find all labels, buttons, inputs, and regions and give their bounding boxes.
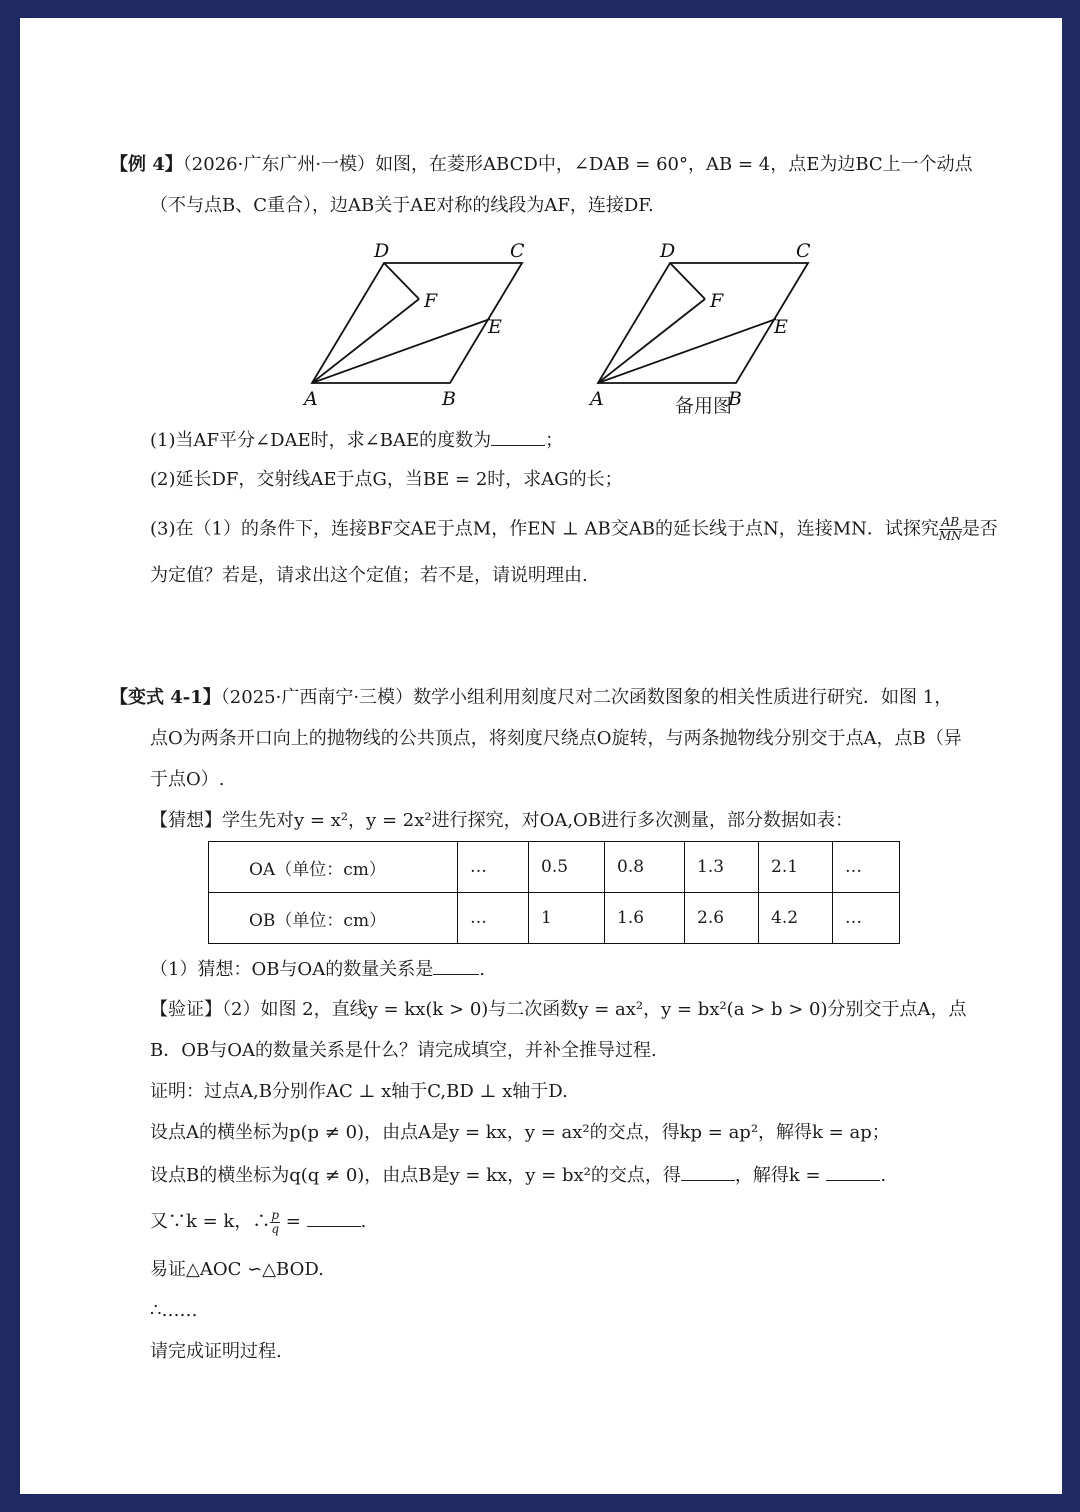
label-F: F xyxy=(424,290,438,312)
question3-tail: 是否 xyxy=(961,518,998,540)
label-B: B xyxy=(442,388,456,410)
segment-AF xyxy=(312,299,419,383)
fraction-p-q xyxy=(270,1209,280,1236)
proof-line4 xyxy=(150,1208,366,1236)
table-cell: 0.8 xyxy=(605,842,685,893)
label-F: F xyxy=(710,290,724,312)
answer-blank[interactable] xyxy=(681,1162,735,1181)
rhombus-figure-spare xyxy=(576,223,836,413)
table-cell: 2.6 xyxy=(685,893,759,944)
example4-question3-line2: 为定值？若是，请求出这个定值；若不是，请说明理由. xyxy=(150,565,588,586)
fraction-AB-MN xyxy=(939,516,962,543)
rhombus-figure-main xyxy=(290,223,550,413)
proof-line4-equals: = xyxy=(285,1211,301,1232)
table-cell: 1 xyxy=(529,893,605,944)
guess-paragraph xyxy=(150,809,853,833)
table-cell: … xyxy=(833,893,900,944)
label-A: A xyxy=(304,388,318,410)
fraction-denominator: q xyxy=(271,1221,280,1236)
verify-text: （2）如图 2，直线y = kx(k > 0)与二次函数y = ax²，y = bx²(a > b > 0)分别交于点A，点 xyxy=(222,999,967,1020)
label-D: D xyxy=(660,240,676,262)
fraction-numerator: AB xyxy=(939,516,962,530)
example4-question2: (2)延长DF，交射线AE于点G，当BE = 2时，求AG的长； xyxy=(150,469,623,490)
segment-AF xyxy=(598,299,705,383)
question3-text: (3)在（1）的条件下，连接BF交AE于点M，作EN ⊥ AB交AB的延长线于点N，连接MN．试探究 xyxy=(150,518,939,540)
table-cell: 1.3 xyxy=(685,842,759,893)
worksheet-page xyxy=(20,18,1062,1494)
example4-question3 xyxy=(150,516,998,543)
verify-paragraph xyxy=(150,998,966,1022)
variant41-tag: 【变式 4-1】 xyxy=(110,687,221,708)
proof-line3-end: . xyxy=(880,1165,887,1186)
table-cell: 1.6 xyxy=(605,893,685,944)
segment-DF xyxy=(670,263,705,299)
example4-tag: 【例 4】 xyxy=(110,154,183,175)
fraction-denominator: MN xyxy=(938,529,962,543)
proof-line4-text: 又∵k = k，∴ xyxy=(150,1211,271,1232)
proof-line5: 易证△AOC ∽△BOD. xyxy=(150,1259,324,1280)
measurement-table xyxy=(208,841,900,944)
label-D: D xyxy=(374,240,390,262)
answer-blank[interactable] xyxy=(307,1208,361,1227)
segment-AE xyxy=(312,319,490,383)
guess-tag: 【猜想】 xyxy=(150,810,222,831)
proof-line1: 证明：过点A,B分别作AC ⊥ x轴于C,BD ⊥ x轴于D. xyxy=(150,1081,568,1102)
example4-line2: （不与点B、C重合），边AB关于AE对称的线段为AF，连接DF. xyxy=(150,195,654,216)
table-cell: 4.2 xyxy=(759,893,833,944)
verify-line2: B．OB与OA的数量关系是什么？请完成填空，并补全推导过程. xyxy=(150,1040,657,1061)
proof-line6: ∴…… xyxy=(150,1300,198,1321)
segment-AE xyxy=(598,319,776,383)
table-cell: 0.5 xyxy=(529,842,605,893)
segment-DF xyxy=(384,263,419,299)
example4-source: （2026·广东广州·一模） xyxy=(182,154,376,175)
table-cell: 2.1 xyxy=(759,842,833,893)
table-row-label: OA（单位：cm） xyxy=(209,842,458,893)
guess-text: 学生先对y = x²，y = 2x²进行探究，对OA,OB进行多次测量，部分数据如表： xyxy=(222,810,854,831)
variant41-line2: 点O为两条开口向上的抛物线的公共顶点，将刻度尺绕点O旋转，与两条抛物线分别交于点A，点B（异 xyxy=(150,728,962,749)
question1-end: ； xyxy=(545,430,564,451)
label-E: E xyxy=(488,316,502,338)
example4-line1: 如图，在菱形ABCD中，∠DAB = 60°，AB = 4，点E为边BC上一个动点 xyxy=(375,154,973,175)
label-A: A xyxy=(590,388,604,410)
verify-tag: 【验证】 xyxy=(150,999,222,1020)
table-cell: … xyxy=(833,842,900,893)
label-B: B xyxy=(728,388,742,410)
proof-line4-end: . xyxy=(360,1211,367,1232)
spare-figure-caption: 备用图 xyxy=(675,395,733,417)
table-row-label: OB（单位：cm） xyxy=(209,893,458,944)
guess-question1-text: （1）猜想：OB与OA的数量关系是 xyxy=(150,959,434,980)
variant41-source: （2025·广西南宁·三模） xyxy=(220,687,414,708)
variant41-heading xyxy=(110,686,952,710)
example4-heading xyxy=(110,153,973,177)
proof-line2: 设点A的横坐标为p(p ≠ 0)，由点A是y = kx，y = ax²的交点，得kp = ap²，解得k = ap； xyxy=(150,1122,890,1143)
label-C: C xyxy=(796,240,811,262)
variant41-line3: 于点O）. xyxy=(150,769,225,790)
proof-line3-mid: ，解得k = xyxy=(734,1165,821,1186)
table-cell: … xyxy=(458,893,529,944)
proof-line7: 请完成证明过程. xyxy=(150,1341,282,1362)
fraction-numerator: p xyxy=(271,1207,280,1222)
label-C: C xyxy=(510,240,525,262)
guess-question1 xyxy=(150,956,485,982)
table-cell: … xyxy=(458,842,529,893)
answer-blank[interactable] xyxy=(433,956,479,975)
guess-question1-end: . xyxy=(479,959,485,980)
answer-blank[interactable] xyxy=(491,427,545,446)
proof-line3 xyxy=(150,1162,886,1188)
variant41-line1: 数学小组利用刻度尺对二次函数图象的相关性质进行研究．如图 1， xyxy=(413,687,953,708)
proof-line3-text: 设点B的横坐标为q(q ≠ 0)，由点B是y = kx，y = bx²的交点，得 xyxy=(150,1165,681,1186)
label-E: E xyxy=(774,316,788,338)
question1-text: (1)当AF平分∠DAE时，求∠BAE的度数为 xyxy=(150,430,492,451)
answer-blank[interactable] xyxy=(826,1162,880,1181)
table-row xyxy=(209,893,900,944)
table-row xyxy=(209,842,900,893)
example4-question1 xyxy=(150,427,563,453)
